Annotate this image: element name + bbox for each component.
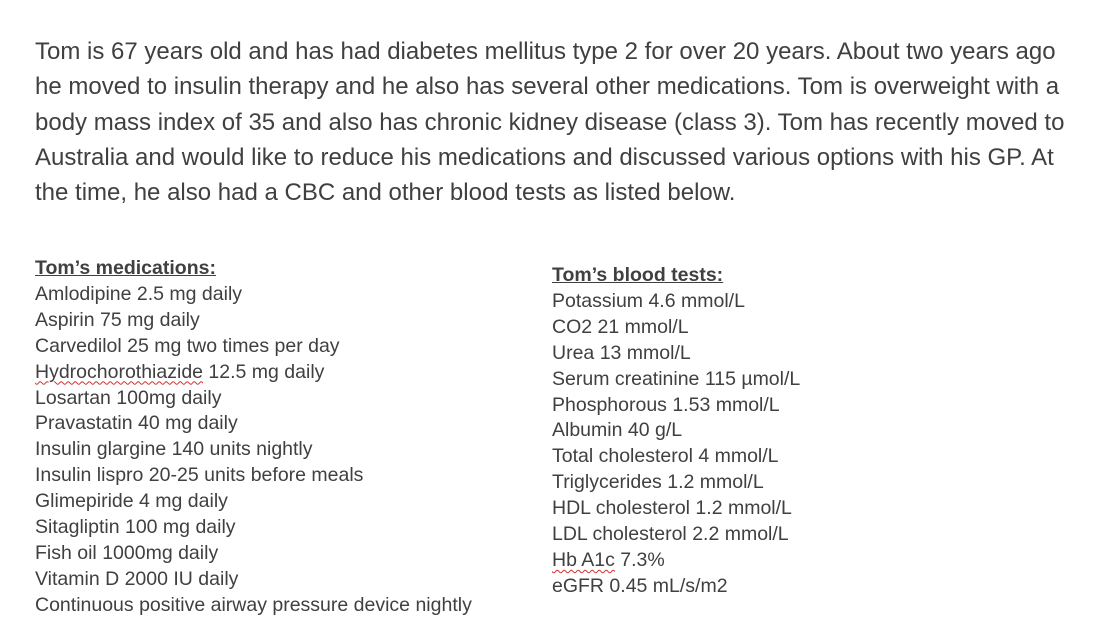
medication-item: Fish oil 1000mg daily	[35, 541, 219, 564]
blood-tests-list	[552, 263, 800, 600]
medication-item: Glimepiride 4 mg daily	[35, 490, 228, 513]
medication-item: Sitagliptin 100 mg daily	[35, 516, 236, 539]
blood-test-item: CO2 21 mmol/L	[552, 315, 689, 338]
medications-list	[35, 256, 472, 619]
blood-tests-heading: Tom’s blood tests:	[552, 264, 724, 286]
blood-test-item: HDL cholesterol 1.2 mmol/L	[552, 497, 792, 520]
case-intro-paragraph: Tom is 67 years old and has had diabetes mellitus type 2 for over 20 years. About two years ago he moved to insulin therapy and he also has several other medications. Tom is overweight with a body mass index of 35 and also has chronic kidney disease (class 3). Tom has recently moved to Australia and would like to reduce his medications and discussed various options with his GP. At the time, he also had a CBC and other blood tests as listed below.	[35, 38, 1065, 207]
medications-heading: Tom’s medications:	[35, 257, 216, 279]
spellcheck-flagged-word: Hb A1c	[552, 548, 615, 571]
blood-test-item: Urea 13 mmol/L	[552, 341, 691, 364]
spellcheck-flagged-word: Hydrochorothiazide	[35, 360, 204, 383]
medication-item: Pravastatin 40 mg daily	[35, 412, 238, 435]
blood-test-item: Potassium 4.6 mmol/L	[552, 289, 745, 312]
blood-test-item: Total cholesterol 4 mmol/L	[552, 445, 779, 468]
blood-test-item: LDL cholesterol 2.2 mmol/L	[552, 523, 789, 546]
medication-item: Carvedilol 25 mg two times per day	[35, 334, 340, 357]
medication-item: Hydrochorothiazide 12.5 mg daily	[35, 360, 325, 383]
blood-test-item: Triglycerides 1.2 mmol/L	[552, 471, 764, 494]
medication-item: Aspirin 75 mg daily	[35, 308, 200, 331]
blood-test-item: Albumin 40 g/L	[552, 419, 683, 442]
medication-item: Vitamin D 2000 IU daily	[35, 567, 239, 590]
blood-test-item: Hb A1c 7.3%	[552, 548, 665, 571]
medication-item: Losartan 100mg daily	[35, 386, 222, 409]
medication-item: Insulin glargine 140 units nightly	[35, 438, 313, 461]
blood-test-item: Serum creatinine 115 µmol/L	[552, 367, 801, 390]
medication-item: Amlodipine 2.5 mg daily	[35, 282, 243, 305]
medication-item: Continuous positive airway pressure device nightly	[35, 593, 472, 616]
medication-item: Insulin lispro 20-25 units before meals	[35, 464, 364, 487]
blood-test-item: Phosphorous 1.53 mmol/L	[552, 393, 780, 416]
blood-test-item: eGFR 0.45 mL/s/m2	[552, 574, 728, 597]
